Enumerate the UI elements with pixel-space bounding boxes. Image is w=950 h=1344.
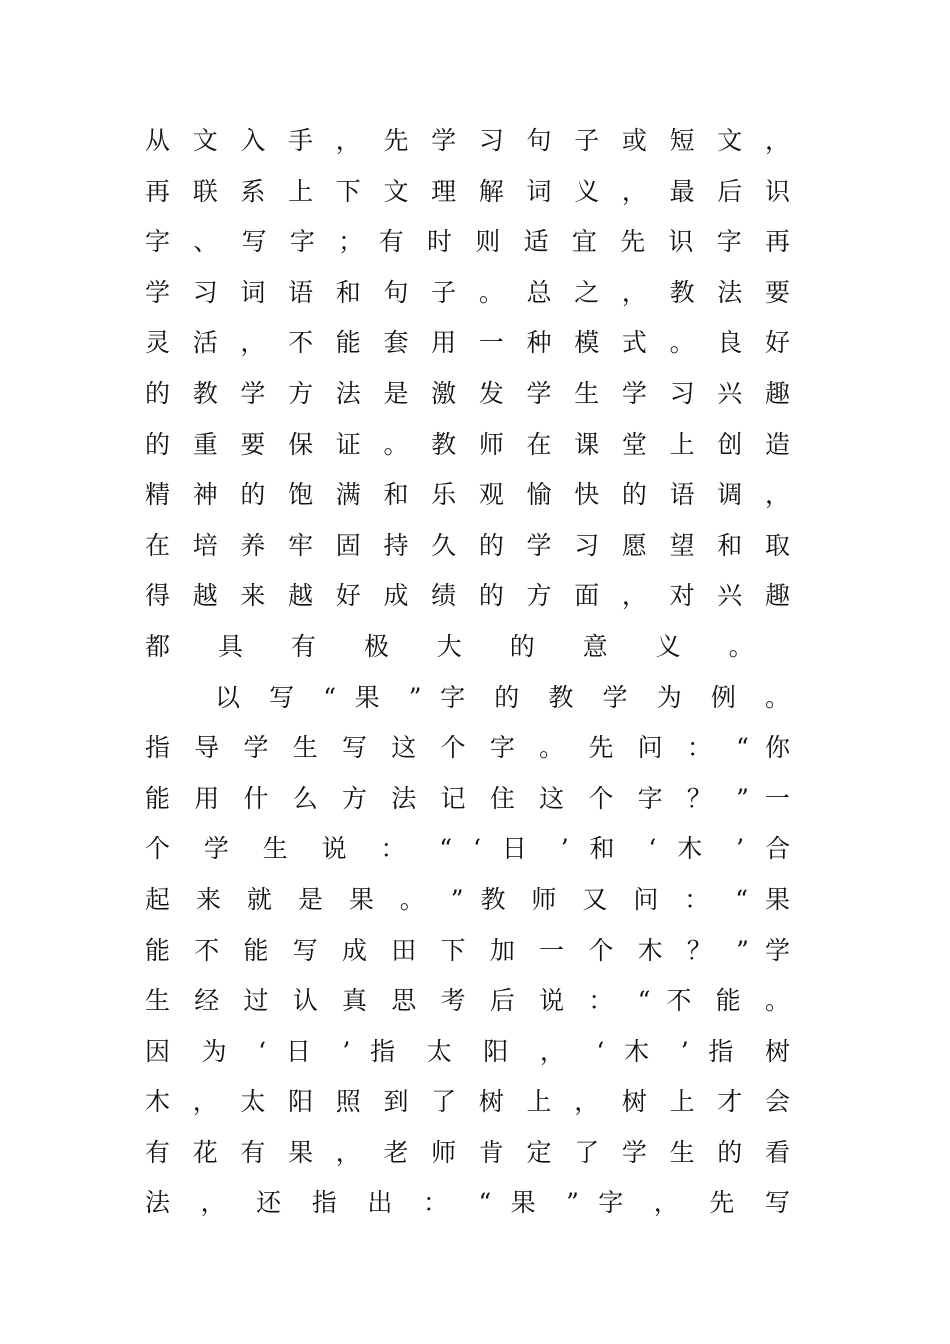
text-line: 字 、 写 字 ； 有 时 则 适 宜 先 识 字 再 <box>145 227 790 257</box>
text-line: 精 神 的 饱 满 和 乐 观 愉 快 的 语 调 ， <box>145 480 790 510</box>
text-line: 得 越 来 越 好 成 绩 的 方 面 ， 对 兴 趣 <box>145 581 790 611</box>
text-line: 因 为 ‘ 日 ’ 指 太 阳 ， ‘ 木 ’ 指 树 <box>145 1036 790 1066</box>
text-line: 能 用 什 么 方 法 记 住 这 个 字 ？ ” 一 <box>145 783 790 813</box>
text-line: 指 导 学 生 写 这 个 字 。 先 问 ： “ 你 <box>145 733 790 763</box>
paragraph-end-line: 都 具 有 极 大 的 意 义 。 <box>145 631 774 661</box>
text-line: 在 培 养 牢 固 持 久 的 学 习 愿 望 和 取 <box>145 530 790 560</box>
text-line: 个 学 生 说 ： “ ‘ 日 ’ 和 ‘ 木 ’ 合 <box>145 834 790 864</box>
text-line: 生 经 过 认 真 思 考 后 说 ： “ 不 能 。 <box>145 986 790 1016</box>
text-line: 木 ， 太 阳 照 到 了 树 上 ， 树 上 才 会 <box>145 1087 790 1117</box>
text-line: 起 来 就 是 果 。 ” 教 师 又 问 ： “ 果 <box>145 884 790 914</box>
text-line: 学 习 词 语 和 句 子 。 总 之 ， 教 法 要 <box>145 277 790 307</box>
paragraph-start-line: 以 写 “ 果 ” 字 的 教 学 为 例 。 <box>215 682 790 712</box>
text-line: 有 花 有 果 ， 老 师 肯 定 了 学 生 的 看 <box>145 1137 790 1167</box>
text-line: 能 不 能 写 成 田 下 加 一 个 木 ？ ” 学 <box>145 935 790 965</box>
body-text <box>145 116 790 1229</box>
text-line: 灵 活 ， 不 能 套 用 一 种 模 式 。 良 好 <box>145 328 790 358</box>
text-line: 的 重 要 保 证 。 教 师 在 课 堂 上 创 造 <box>145 429 790 459</box>
text-line: 的 教 学 方 法 是 激 发 学 生 学 习 兴 趣 <box>145 378 790 408</box>
text-line: 从 文 入 手 ， 先 学 习 句 子 或 短 文 ， <box>145 126 790 155</box>
text-line: 法 ， 还 指 出 ： “ 果 ” 字 ， 先 写 <box>145 1188 790 1218</box>
text-line: 再 联 系 上 下 文 理 解 词 义 ， 最 后 识 <box>145 176 790 206</box>
